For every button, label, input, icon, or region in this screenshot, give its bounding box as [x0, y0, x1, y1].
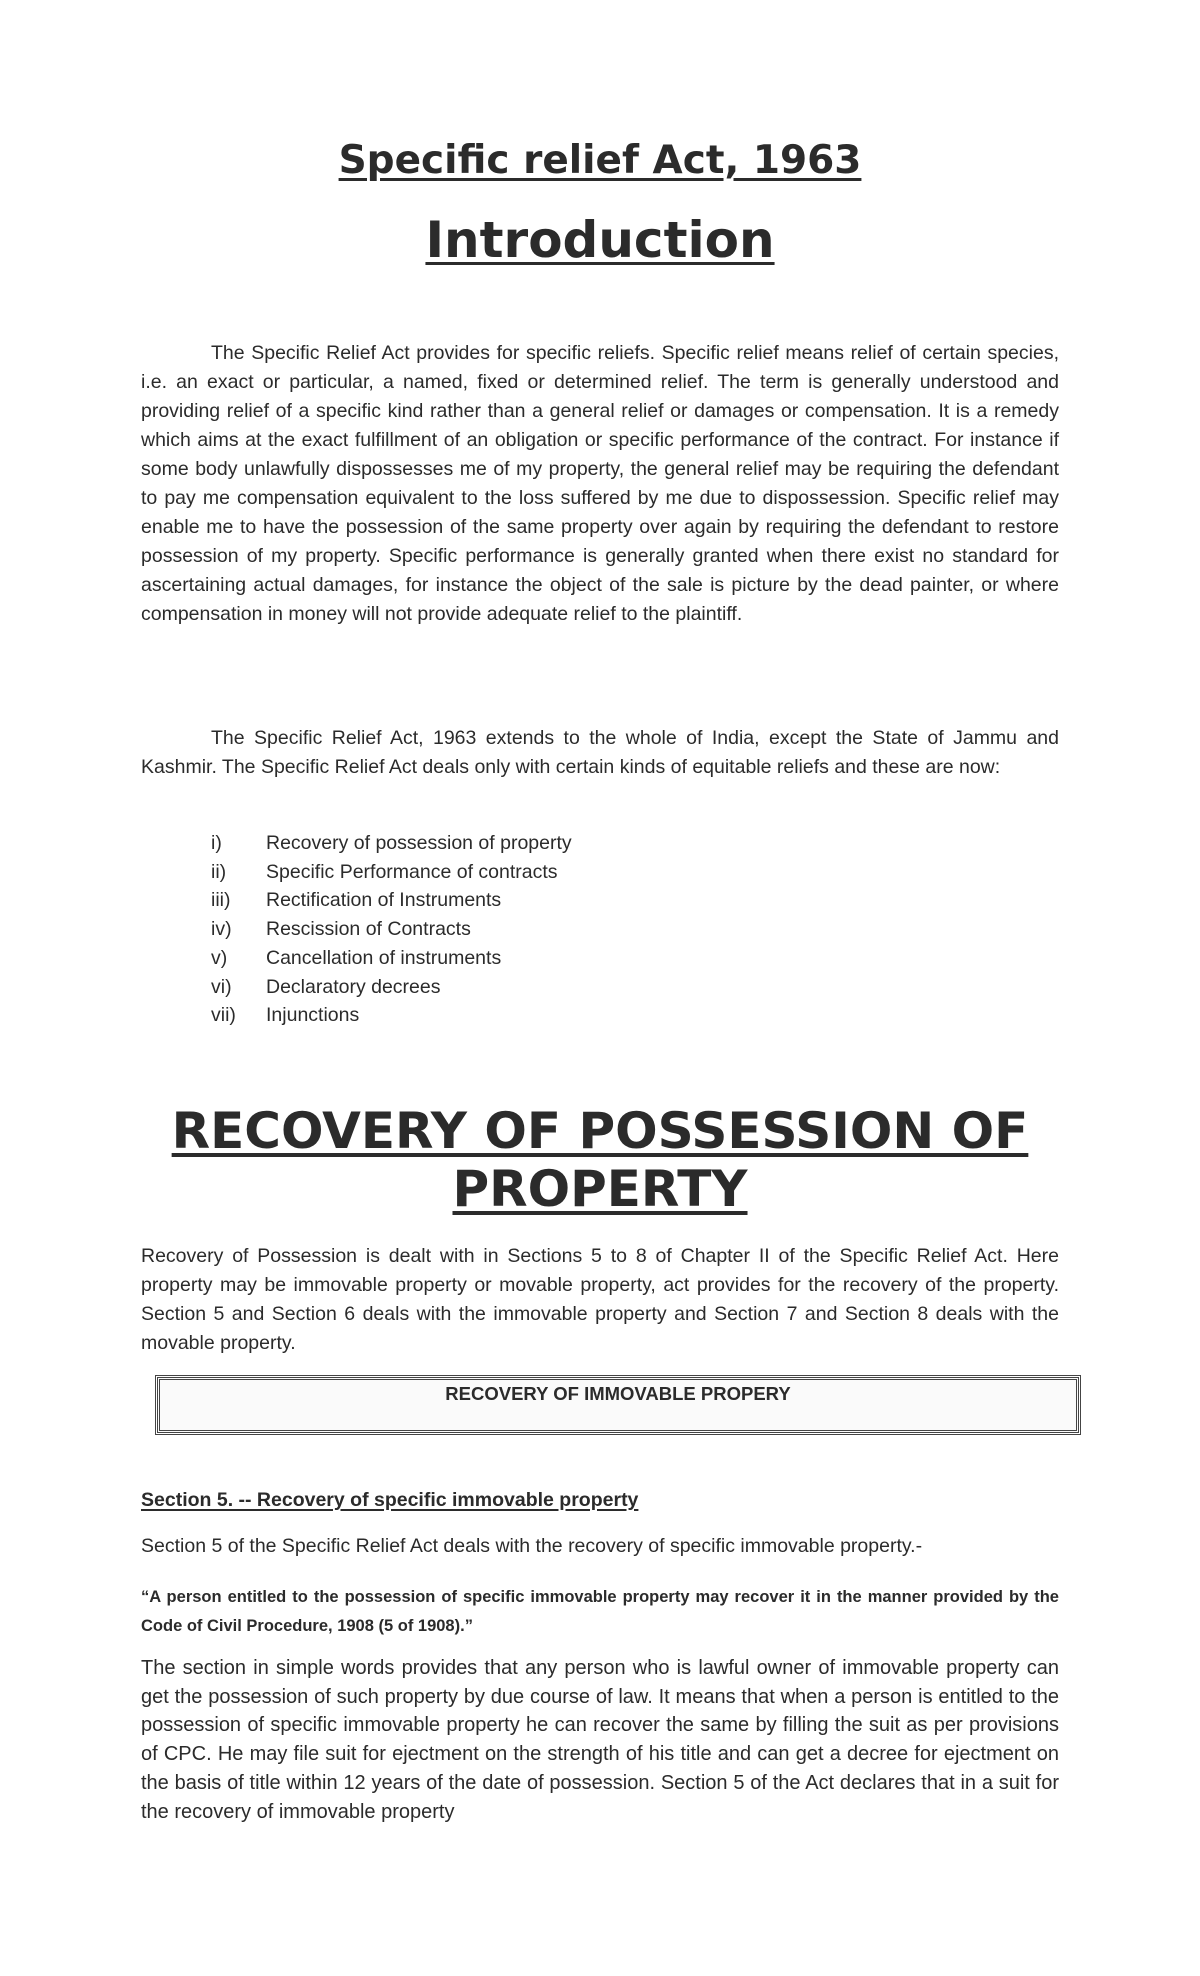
- list-item: [211, 829, 572, 858]
- section5-heading: Section 5. -- Recovery of specific immovable property: [141, 1489, 639, 1511]
- list-item-text: Declaratory decrees: [266, 975, 441, 998]
- list-item-text: Rectification of Instruments: [266, 889, 502, 912]
- list-item-number: ii): [211, 860, 227, 883]
- recovery-heading-line2: PROPERTY: [452, 1160, 748, 1218]
- list-item: [211, 944, 572, 973]
- introduction-heading: Introduction: [425, 211, 775, 269]
- recovery-heading: [141, 1102, 1059, 1218]
- recovery-paragraph: Recovery of Possession is dealt with in Sections 5 to 8 of Chapter II of the Specific Relief Act. Here property may be immovable property or movable property, act provides for the recovery of the property. Section 5 and Section 6 deals with the immovable property and Section 7 and Section 8 deals with the movable property.: [141, 1245, 1059, 1354]
- section5-explanation: The section in simple words provides that any person who is lawful owner of immovable property can get the possession of such property by due course of law. It means that when a person is entitled to the possession of specific immovable property he can recover the same by filling the suit as per provisions of CPC. He may file suit for ejectment on the strength of his title and can get a decree for ejectment on the basis of title within 12 years of the date of possession. Section 5 of the Act declares that in a suit for the recovery of immovable property: [141, 1657, 1059, 1823]
- list-item-number: v): [211, 946, 228, 969]
- list-item-number: vi): [211, 975, 232, 998]
- list-item: [211, 858, 572, 887]
- extent-paragraph: The Specific Relief Act, 1963 extends to the whole of India, except the State of Jammu and Kashmir. The Specific Relief Act deals only with certain kinds of equitable reliefs and these are now:: [141, 727, 1059, 778]
- list-item-number: i): [211, 832, 222, 854]
- recovery-heading-line1: RECOVERY OF POSSESSION OF: [171, 1102, 1029, 1160]
- box-heading: RECOVERY OF IMMOVABLE PROPERY: [445, 1383, 791, 1404]
- list-item-text: Specific Performance of contracts: [266, 860, 558, 883]
- immovable-property-box: [157, 1377, 1079, 1433]
- list-item: [211, 915, 572, 944]
- list-item: [211, 973, 572, 1002]
- document-title: Specific relief Act, 1963: [338, 138, 862, 183]
- section5-intro: Section 5 of the Specific Relief Act deals with the recovery of specific immovable property.-: [141, 1535, 923, 1557]
- section5-quote: “A person entitled to the possession of specific immovable property may recover it in the manner provided by the Code of Civil Procedure, 1908 (5 of 1908).”: [141, 1588, 1059, 1635]
- list-item: [211, 1001, 572, 1030]
- list-item-text: Rescission of Contracts: [266, 918, 471, 941]
- list-item-number: vii): [211, 1004, 236, 1027]
- list-item-text: Injunctions: [266, 1004, 360, 1027]
- intro-paragraph: The Specific Relief Act provides for specific reliefs. Specific relief means relief of certain species, i.e. an exact or particular, a named, fixed or determined relief. The term is generally understood and providing relief of a specific kind rather than a general relief or damages or compensation. It is a remedy which aims at the exact fulfillment of an obligation or specific performance of the contract. For instance if some body unlawfully dispossesses me of my property, the general relief may be requiring the defendant to pay me compensation equivalent to the loss suffered by me due to dispossession. Specific relief may enable me to have the possession of the same property over again by requiring the defendant to restore possession of my property. Specific performance is generally granted when there exist no standard for ascertaining actual damages, for instance the object of the sale is picture by the dead painter, or where compensation in money will not provide adequate relief to the plaintiff.: [141, 342, 1059, 625]
- list-item-number: iii): [211, 889, 231, 912]
- reliefs-list: [211, 829, 572, 1030]
- list-item-number: iv): [211, 918, 232, 941]
- list-item-text: Cancellation of instruments: [266, 946, 502, 969]
- list-item-text: Recovery of possession of property: [266, 832, 572, 854]
- list-item: [211, 886, 572, 915]
